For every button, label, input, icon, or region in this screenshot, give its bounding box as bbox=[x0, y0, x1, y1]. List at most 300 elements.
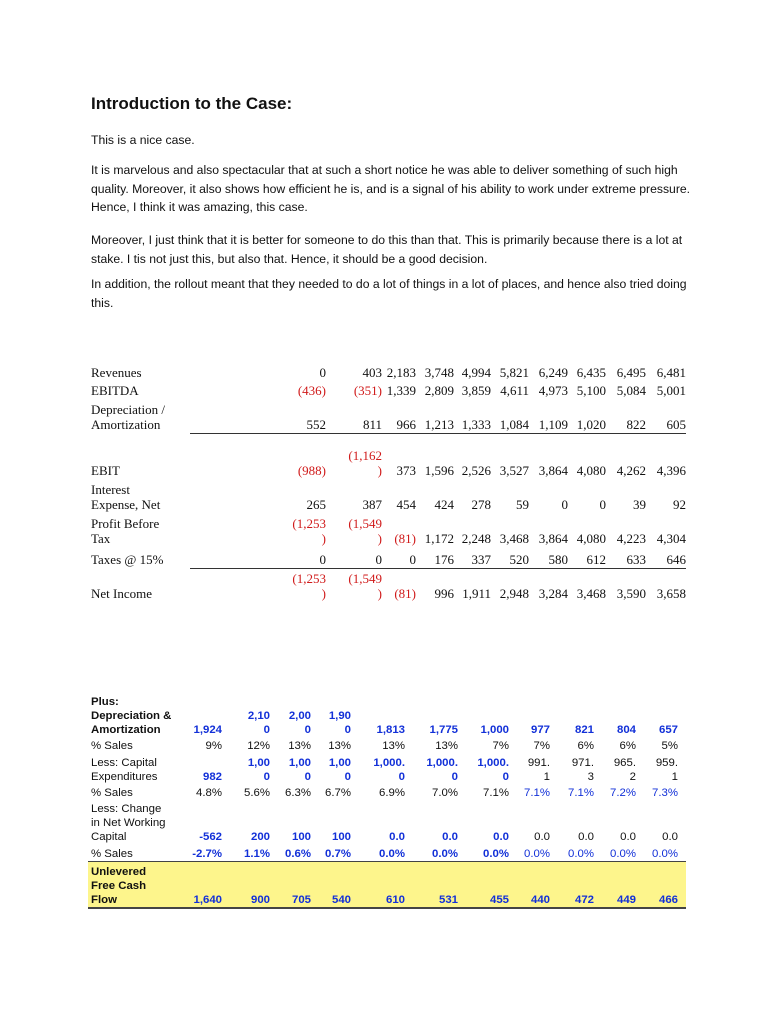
text-line: 0.0 bbox=[662, 831, 678, 843]
value-cell bbox=[578, 830, 594, 844]
cashflow-row bbox=[88, 784, 686, 800]
text-line: 3,590 bbox=[616, 586, 646, 601]
text-line: Expenditures bbox=[91, 771, 158, 783]
value-cell bbox=[425, 417, 454, 432]
value-cell bbox=[500, 531, 529, 546]
value-cell bbox=[325, 786, 351, 800]
value-cell bbox=[325, 847, 351, 861]
value-cell bbox=[363, 417, 382, 432]
text-line: 3,748 bbox=[424, 365, 454, 380]
text-line: 821 bbox=[574, 724, 594, 736]
text-line: 0 bbox=[344, 771, 351, 783]
text-line: Interest bbox=[91, 482, 130, 497]
value-cell bbox=[332, 830, 351, 844]
value-cell bbox=[617, 586, 646, 601]
text-line: 1,924 bbox=[193, 724, 222, 736]
value-cell bbox=[379, 786, 405, 800]
text-line: 4,262 bbox=[616, 463, 646, 478]
text-line: 5,084 bbox=[616, 383, 646, 398]
paragraph-1: This is a nice case. bbox=[91, 133, 195, 147]
value-cell bbox=[348, 516, 382, 546]
value-cell bbox=[425, 531, 454, 546]
income-row bbox=[88, 398, 686, 432]
text-line: 466 bbox=[658, 894, 678, 906]
value-cell bbox=[510, 552, 530, 567]
value-cell bbox=[534, 830, 550, 844]
value-cell bbox=[292, 830, 311, 844]
text-line: Unlevered bbox=[91, 866, 147, 878]
value-cell bbox=[652, 786, 678, 800]
text-line: 1,172 bbox=[424, 531, 454, 546]
value-cell bbox=[617, 463, 646, 478]
text-line: 200 bbox=[250, 831, 270, 843]
row-label bbox=[91, 402, 165, 432]
text-line: 7.1% bbox=[524, 787, 550, 799]
text-line: 7.0% bbox=[432, 787, 458, 799]
value-cell bbox=[285, 847, 311, 861]
text-line: 13% bbox=[435, 740, 458, 752]
text-line: 0.0 bbox=[534, 831, 550, 843]
text-line: (436) bbox=[297, 383, 326, 398]
value-cell bbox=[480, 723, 509, 737]
value-cell bbox=[397, 463, 417, 478]
text-line: 822 bbox=[626, 417, 646, 432]
cashflow-row bbox=[88, 692, 686, 737]
text-line: 1,109 bbox=[538, 417, 568, 432]
text-line: 2,183 bbox=[386, 365, 416, 380]
value-cell bbox=[435, 739, 458, 753]
value-cell bbox=[348, 448, 382, 478]
text-line: 6% bbox=[577, 740, 594, 752]
text-line: 3,527 bbox=[499, 463, 529, 478]
value-cell bbox=[656, 756, 678, 784]
row-label bbox=[91, 847, 133, 861]
text-line: 966 bbox=[396, 417, 416, 432]
value-cell bbox=[577, 531, 606, 546]
value-cell bbox=[500, 365, 529, 380]
income-row bbox=[88, 546, 686, 567]
value-cell bbox=[575, 723, 594, 737]
value-cell bbox=[376, 552, 383, 567]
text-line: 7.1% bbox=[568, 787, 594, 799]
value-cell bbox=[432, 847, 458, 861]
text-line: 1,00 bbox=[328, 757, 351, 769]
text-line: % Sales bbox=[91, 740, 133, 752]
text-line: Plus: bbox=[91, 696, 119, 708]
value-cell bbox=[244, 847, 270, 861]
row-label bbox=[91, 463, 120, 478]
text-line: Profit Before bbox=[91, 516, 160, 531]
text-line: 0.0% bbox=[483, 848, 509, 860]
text-line: 449 bbox=[616, 894, 636, 906]
value-cell bbox=[657, 463, 686, 478]
value-cell bbox=[493, 739, 509, 753]
value-cell bbox=[577, 463, 606, 478]
value-cell bbox=[614, 756, 636, 784]
text-line: 5% bbox=[661, 740, 678, 752]
value-cell bbox=[620, 830, 636, 844]
text-line: 6.3% bbox=[285, 787, 311, 799]
row-label bbox=[91, 802, 166, 844]
text-line: (81) bbox=[394, 586, 416, 601]
value-cell bbox=[657, 365, 686, 380]
value-cell bbox=[354, 383, 382, 398]
text-line: 1.1% bbox=[244, 848, 270, 860]
value-cell bbox=[394, 586, 416, 601]
text-line: 0 bbox=[502, 771, 509, 783]
value-cell bbox=[376, 723, 405, 737]
value-cell bbox=[251, 830, 270, 844]
row-label bbox=[91, 586, 152, 601]
value-cell bbox=[617, 365, 646, 380]
value-cell bbox=[667, 552, 687, 567]
value-cell bbox=[439, 893, 458, 907]
text-line: 7% bbox=[533, 740, 550, 752]
text-line: 0 bbox=[304, 771, 311, 783]
value-cell bbox=[386, 893, 405, 907]
value-cell bbox=[307, 417, 327, 432]
value-cell bbox=[549, 552, 569, 567]
text-line: 811 bbox=[362, 417, 382, 432]
value-cell bbox=[657, 531, 686, 546]
row-label bbox=[91, 695, 171, 737]
text-line: 1,596 bbox=[424, 463, 454, 478]
text-line: Amortization bbox=[91, 417, 161, 432]
text-line: 0.0% bbox=[379, 848, 405, 860]
text-line: 92 bbox=[673, 497, 686, 512]
text-line: 7.2% bbox=[610, 787, 636, 799]
row-label bbox=[91, 786, 133, 800]
text-line: 0.0% bbox=[524, 848, 550, 860]
value-cell bbox=[387, 383, 416, 398]
text-line: 1,020 bbox=[576, 417, 606, 432]
value-cell bbox=[298, 383, 326, 398]
text-line: 2,10 bbox=[247, 710, 270, 722]
value-cell bbox=[627, 417, 647, 432]
text-line: 0 bbox=[561, 497, 568, 512]
text-line: 3,859 bbox=[461, 383, 491, 398]
text-line: % Sales bbox=[91, 787, 133, 799]
value-cell bbox=[203, 770, 222, 784]
value-cell bbox=[539, 383, 568, 398]
text-line: 0.0 bbox=[493, 831, 509, 843]
text-line: 1 bbox=[543, 771, 550, 783]
text-line: 4,396 bbox=[656, 463, 686, 478]
value-cell bbox=[617, 531, 646, 546]
text-line: Net Income bbox=[91, 586, 153, 601]
value-cell bbox=[500, 417, 529, 432]
text-line: 6,249 bbox=[538, 365, 568, 380]
text-line: 1,00 bbox=[288, 757, 311, 769]
text-line: 7.1% bbox=[483, 787, 509, 799]
text-line: 0 bbox=[263, 771, 270, 783]
value-cell bbox=[462, 463, 491, 478]
value-cell bbox=[425, 365, 454, 380]
text-line: 540 bbox=[331, 894, 351, 906]
value-cell bbox=[373, 756, 405, 784]
value-cell bbox=[196, 786, 222, 800]
value-cell bbox=[320, 365, 327, 380]
text-line: 0 bbox=[344, 724, 351, 736]
value-cell bbox=[600, 497, 607, 512]
text-line: Amortization bbox=[91, 724, 161, 736]
text-line: 6,435 bbox=[576, 365, 606, 380]
row-label bbox=[91, 383, 139, 398]
text-line: 6.9% bbox=[379, 787, 405, 799]
text-line: 610 bbox=[385, 894, 405, 906]
text-line: 7% bbox=[492, 740, 509, 752]
value-cell bbox=[251, 893, 270, 907]
value-cell bbox=[617, 723, 636, 737]
income-row bbox=[88, 567, 686, 601]
text-line: 0 bbox=[304, 724, 311, 736]
value-cell bbox=[659, 723, 678, 737]
value-cell bbox=[577, 365, 606, 380]
value-cell bbox=[539, 365, 568, 380]
text-line: 1,00 bbox=[247, 757, 270, 769]
value-cell bbox=[539, 463, 568, 478]
text-line: 6% bbox=[619, 740, 636, 752]
text-line: 0.6% bbox=[285, 848, 311, 860]
income-row bbox=[88, 478, 686, 512]
text-line: 977 bbox=[530, 724, 550, 736]
text-line: 0.0 bbox=[442, 831, 458, 843]
text-line: 991. bbox=[527, 757, 550, 769]
text-line: (1,253 bbox=[292, 571, 326, 586]
value-cell bbox=[617, 383, 646, 398]
value-cell bbox=[500, 383, 529, 398]
text-line: Taxes @ 15% bbox=[91, 552, 164, 567]
value-cell bbox=[292, 516, 326, 546]
text-line: 1,213 bbox=[424, 417, 454, 432]
value-cell bbox=[462, 531, 491, 546]
text-line: 0 bbox=[398, 771, 405, 783]
income-row bbox=[88, 432, 686, 478]
text-line: 4,080 bbox=[576, 463, 606, 478]
value-cell bbox=[462, 417, 491, 432]
text-line: 455 bbox=[489, 894, 509, 906]
text-line: 2 bbox=[629, 771, 636, 783]
text-line: 3,468 bbox=[499, 531, 529, 546]
value-cell bbox=[662, 830, 678, 844]
text-line: 373 bbox=[396, 463, 416, 478]
text-line: 3,468 bbox=[576, 586, 606, 601]
value-cell bbox=[193, 723, 222, 737]
text-line: (1,549 bbox=[348, 571, 382, 586]
text-line: 520 bbox=[509, 552, 529, 567]
text-line: 1,000 bbox=[480, 724, 509, 736]
text-line: 4,080 bbox=[576, 531, 606, 546]
value-cell bbox=[524, 786, 550, 800]
text-line: 3,658 bbox=[656, 586, 686, 601]
text-line: 387 bbox=[362, 497, 382, 512]
value-cell bbox=[289, 709, 311, 737]
value-cell bbox=[288, 739, 311, 753]
text-line: 454 bbox=[396, 497, 416, 512]
value-cell bbox=[206, 739, 222, 753]
cashflow-row bbox=[88, 753, 686, 784]
text-line: 4,611 bbox=[500, 383, 529, 398]
text-line: 1,90 bbox=[328, 710, 351, 722]
value-cell bbox=[329, 709, 351, 737]
income-row bbox=[88, 380, 686, 398]
text-line: ) bbox=[377, 586, 382, 601]
text-line: 100 bbox=[331, 831, 351, 843]
value-cell bbox=[462, 586, 491, 601]
value-cell bbox=[425, 383, 454, 398]
value-cell bbox=[483, 847, 509, 861]
value-cell bbox=[193, 893, 222, 907]
value-cell bbox=[477, 756, 509, 784]
paragraph-3: Moreover, I just think that it is better for someone to do this than that. This is primarily because there is a lot at stake. I tis not just this, but also that. Hence, it should be a good decision. bbox=[91, 233, 683, 266]
text-line: 13% bbox=[328, 740, 351, 752]
value-cell bbox=[620, 739, 636, 753]
value-cell bbox=[577, 383, 606, 398]
text-line: Flow bbox=[91, 894, 117, 906]
text-line: 440 bbox=[530, 894, 550, 906]
text-line: ) bbox=[321, 531, 326, 546]
text-line: 4,304 bbox=[656, 531, 686, 546]
value-cell bbox=[320, 552, 327, 567]
text-line: 39 bbox=[633, 497, 646, 512]
text-line: 13% bbox=[382, 740, 405, 752]
text-line: Revenues bbox=[91, 365, 142, 380]
value-cell bbox=[363, 497, 383, 512]
value-cell bbox=[516, 497, 529, 512]
page-title: Introduction to the Case: bbox=[91, 94, 293, 113]
text-line: 0 bbox=[451, 771, 458, 783]
text-line: 900 bbox=[250, 894, 270, 906]
row-label bbox=[91, 756, 158, 784]
text-line: Less: Change bbox=[91, 803, 162, 815]
row-label bbox=[91, 365, 142, 380]
text-line: 0 bbox=[263, 724, 270, 736]
text-line: 1,084 bbox=[499, 417, 529, 432]
text-line: 6.7% bbox=[325, 787, 351, 799]
value-cell bbox=[539, 531, 568, 546]
text-line: Less: Capital bbox=[91, 757, 157, 769]
text-line: 0.0% bbox=[652, 848, 678, 860]
value-cell bbox=[435, 586, 455, 601]
text-line: 0.0 bbox=[389, 831, 405, 843]
value-cell bbox=[577, 417, 606, 432]
text-line: 265 bbox=[306, 497, 326, 512]
value-cell bbox=[248, 709, 270, 737]
text-line: 0.0% bbox=[432, 848, 458, 860]
value-cell bbox=[462, 383, 491, 398]
text-line: 657 bbox=[658, 724, 678, 736]
value-cell bbox=[348, 571, 382, 601]
text-line: ) bbox=[377, 531, 382, 546]
text-line: 2,809 bbox=[424, 383, 454, 398]
text-line: (1,549 bbox=[348, 516, 382, 531]
text-line: ) bbox=[321, 586, 326, 601]
value-cell bbox=[568, 786, 594, 800]
text-line: 2,948 bbox=[499, 586, 529, 601]
text-line: 0.0 bbox=[620, 831, 636, 843]
row-label bbox=[91, 739, 133, 753]
text-line: Free Cash bbox=[91, 880, 147, 892]
text-line: 633 bbox=[626, 552, 646, 567]
text-line: 1,000. bbox=[426, 757, 458, 769]
value-cell bbox=[617, 893, 636, 907]
text-line: Capital bbox=[91, 831, 127, 843]
text-line: 4,994 bbox=[461, 365, 491, 380]
text-line: 3,864 bbox=[538, 531, 568, 546]
text-line: ) bbox=[377, 463, 382, 478]
text-line: 0 bbox=[375, 552, 382, 567]
text-line: 0.0% bbox=[568, 848, 594, 860]
value-cell bbox=[289, 756, 311, 784]
value-cell bbox=[673, 497, 686, 512]
text-line: 5,001 bbox=[656, 383, 686, 398]
value-cell bbox=[528, 756, 550, 784]
value-cell bbox=[429, 723, 458, 737]
value-cell bbox=[292, 893, 311, 907]
text-line: 4.8% bbox=[196, 787, 222, 799]
income-row bbox=[88, 354, 686, 380]
value-cell bbox=[531, 893, 550, 907]
text-line: (988) bbox=[297, 463, 326, 478]
text-line: 0 bbox=[599, 497, 606, 512]
text-line: Expense, Net bbox=[91, 497, 161, 512]
text-line: 2,526 bbox=[461, 463, 491, 478]
cashflow-row bbox=[88, 800, 686, 844]
text-line: 552 bbox=[306, 417, 326, 432]
text-line: 0 bbox=[319, 552, 326, 567]
text-line: EBIT bbox=[91, 463, 120, 478]
value-cell bbox=[307, 497, 327, 512]
text-line: 9% bbox=[205, 740, 222, 752]
value-cell bbox=[493, 830, 509, 844]
value-cell bbox=[247, 739, 270, 753]
value-cell bbox=[627, 552, 647, 567]
text-line: 965. bbox=[613, 757, 636, 769]
value-cell bbox=[652, 847, 678, 861]
value-cell bbox=[500, 586, 529, 601]
text-line: 5,100 bbox=[576, 383, 606, 398]
text-line: 3 bbox=[587, 771, 594, 783]
text-line: 0 bbox=[319, 365, 326, 380]
value-cell bbox=[667, 417, 687, 432]
value-cell bbox=[572, 756, 594, 784]
value-cell bbox=[285, 786, 311, 800]
value-cell bbox=[244, 786, 270, 800]
cashflow-row bbox=[88, 861, 686, 909]
text-line: 12% bbox=[247, 740, 270, 752]
cashflow-row bbox=[88, 844, 686, 861]
text-line: Tax bbox=[91, 531, 111, 546]
text-line: 4,973 bbox=[538, 383, 568, 398]
value-cell bbox=[659, 893, 678, 907]
value-cell bbox=[531, 723, 550, 737]
value-cell bbox=[657, 383, 686, 398]
text-line: 531 bbox=[438, 894, 458, 906]
text-line: 5.6% bbox=[244, 787, 270, 799]
text-line: 5,821 bbox=[499, 365, 529, 380]
text-line: 0.7% bbox=[325, 848, 351, 860]
text-line: 13% bbox=[288, 740, 311, 752]
text-line: Depreciation & bbox=[91, 710, 172, 722]
text-line: 804 bbox=[616, 724, 636, 736]
text-line: 959. bbox=[655, 757, 678, 769]
value-cell bbox=[328, 739, 351, 753]
text-line: 0.0 bbox=[578, 831, 594, 843]
text-line: 612 bbox=[586, 552, 606, 567]
text-line: 1,339 bbox=[386, 383, 416, 398]
text-line: % Sales bbox=[91, 848, 133, 860]
text-line: 1,813 bbox=[376, 724, 405, 736]
